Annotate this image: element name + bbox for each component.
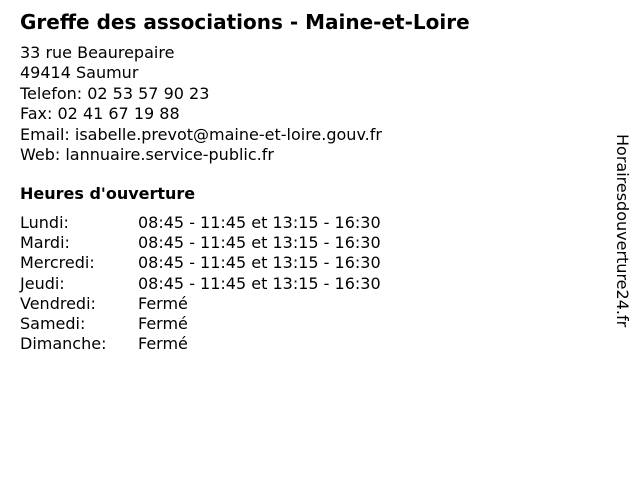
hours-row-friday bbox=[20, 294, 440, 314]
day-hours: Fermé bbox=[138, 334, 188, 354]
day-label: Lundi: bbox=[20, 213, 69, 232]
web-line: Web: lannuaire.service-public.fr bbox=[20, 144, 274, 164]
site-watermark: Horairesdouverture24.fr bbox=[613, 134, 632, 328]
page-title: Greffe des associations - Maine-et-Loire bbox=[20, 10, 470, 34]
day-label: Vendredi: bbox=[20, 293, 96, 313]
day-hours: 08:45 - 11:45 et 13:15 - 16:30 bbox=[138, 273, 381, 293]
address-street: 33 rue Beaurepaire bbox=[20, 43, 175, 62]
email-line: Email: isabelle.prevot@maine-et-loire.gouv.fr bbox=[20, 124, 382, 144]
opening-hours-heading: Heures d'ouverture bbox=[20, 184, 196, 203]
opening-hours-table bbox=[20, 213, 440, 354]
hours-row-monday bbox=[20, 213, 440, 233]
hours-row-wednesday bbox=[20, 253, 440, 273]
hours-row-saturday bbox=[20, 314, 440, 334]
day-hours: 08:45 - 11:45 et 13:15 - 16:30 bbox=[138, 253, 381, 273]
day-label: Mercredi: bbox=[20, 253, 95, 273]
phone-line: Telefon: 02 53 57 90 23 bbox=[20, 83, 210, 103]
day-label: Jeudi: bbox=[20, 273, 65, 293]
hours-row-sunday bbox=[20, 334, 440, 354]
day-label: Mardi: bbox=[20, 233, 70, 253]
day-hours: Fermé bbox=[138, 293, 188, 313]
contact-block bbox=[20, 43, 382, 165]
hours-row-thursday bbox=[20, 274, 440, 294]
day-label: Dimanche: bbox=[20, 334, 107, 354]
day-hours: 08:45 - 11:45 et 13:15 - 16:30 bbox=[138, 213, 381, 232]
fax-line: Fax: 02 41 67 19 88 bbox=[20, 104, 180, 124]
hours-row-tuesday bbox=[20, 233, 440, 253]
address-city: 49414 Saumur bbox=[20, 63, 139, 83]
day-label: Samedi: bbox=[20, 314, 86, 334]
day-hours: Fermé bbox=[138, 314, 188, 334]
day-hours: 08:45 - 11:45 et 13:15 - 16:30 bbox=[138, 233, 381, 253]
